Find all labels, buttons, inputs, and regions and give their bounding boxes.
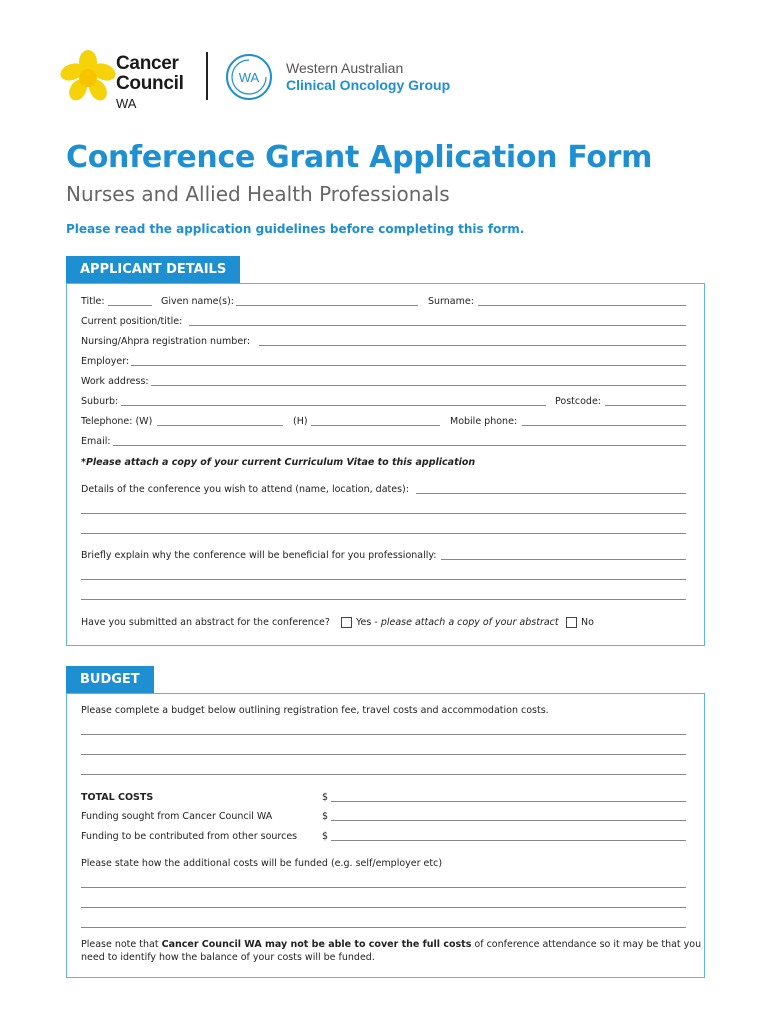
logo-divider — [206, 52, 208, 100]
funding-cc-label: Funding sought from Cancer Council WA — [81, 811, 273, 822]
conference-details-line[interactable] — [81, 533, 686, 534]
funding-other-label: Funding to be contributed from other sources — [81, 831, 298, 842]
wacog-wordmark — [286, 60, 450, 94]
org-line2: Clinical Oncology Group — [286, 77, 451, 93]
email-field[interactable] — [113, 445, 686, 446]
budget-note — [81, 939, 701, 950]
abstract-yes-checkbox[interactable] — [341, 617, 352, 628]
note-prefix: Please note that — [81, 939, 162, 950]
org-line1: Western Australian — [286, 60, 404, 76]
total-costs-label: TOTAL COSTS — [81, 792, 154, 803]
benefit-field[interactable] — [441, 559, 686, 560]
additional-costs-line[interactable] — [81, 927, 686, 928]
wacog-logo-icon — [224, 52, 274, 102]
cc-line3: WA — [116, 96, 137, 111]
suburb-field[interactable] — [121, 405, 546, 406]
cv-note: *Please attach a copy of your current Curriculum Vitae to this application — [81, 457, 476, 468]
no-label: No — [581, 617, 594, 628]
postcode-label: Postcode: — [555, 396, 601, 407]
additional-costs-label: Please state how the additional costs will be funded (e.g. self/employer etc) — [81, 858, 443, 869]
cc-line1: Cancer — [116, 53, 179, 74]
mobile-field[interactable] — [522, 425, 686, 426]
additional-costs-line[interactable] — [81, 907, 686, 908]
work-address-field[interactable] — [151, 385, 686, 386]
funding-other-field[interactable] — [331, 840, 686, 841]
surname-field[interactable] — [478, 305, 686, 306]
conference-details-field[interactable] — [416, 493, 686, 494]
budget-line[interactable] — [81, 754, 686, 755]
yes-note: please attach a copy of your abstract — [380, 617, 559, 628]
applicant-details-heading: APPLICANT DETAILS — [66, 256, 240, 283]
position-field[interactable] — [189, 325, 686, 326]
employer-field[interactable] — [131, 365, 686, 366]
funding-cc-field[interactable] — [331, 820, 686, 821]
conference-details-label: Details of the conference you wish to attend (name, location, dates): — [81, 484, 409, 495]
email-label: Email: — [81, 436, 111, 447]
telephone-h-label: (H) — [293, 416, 308, 427]
abstract-question: Have you submitted an abstract for the conference? — [81, 617, 330, 628]
benefit-line[interactable] — [81, 579, 686, 580]
budget-note-line2: need to identify how the balance of your costs will be funded. — [81, 952, 375, 963]
abstract-yes-option — [356, 617, 559, 628]
telephone-w-label: Telephone: (W) — [81, 416, 153, 427]
employer-label: Employer: — [81, 356, 130, 367]
surname-label: Surname: — [428, 296, 474, 307]
budget-line[interactable] — [81, 734, 686, 735]
guidelines-notice: Please read the application guidelines before completing this form. — [66, 222, 525, 236]
total-costs-field[interactable] — [331, 801, 686, 802]
title-label: Title: — [81, 296, 105, 307]
wa-badge-text: WA — [238, 70, 260, 85]
benefit-line[interactable] — [81, 599, 686, 600]
benefit-label: Briefly explain why the conference will be beneficial for you professionally: — [81, 550, 437, 561]
given-name-field[interactable] — [236, 305, 418, 306]
total-currency: $ — [322, 792, 329, 803]
registration-field[interactable] — [259, 345, 686, 346]
page-title: Conference Grant Application Form — [66, 140, 653, 175]
suburb-label: Suburb: — [81, 396, 119, 407]
budget-line[interactable] — [81, 774, 686, 775]
given-name-label: Given name(s): — [161, 296, 235, 307]
funding-other-currency: $ — [322, 831, 329, 842]
note-bold: Cancer Council WA may not be able to cover the full costs — [161, 939, 472, 950]
work-address-label: Work address: — [81, 376, 149, 387]
daffodil-logo-icon — [58, 50, 118, 102]
budget-intro: Please complete a budget below outlining registration fee, travel costs and accommodation costs. — [81, 705, 549, 716]
budget-heading: BUDGET — [66, 666, 154, 693]
abstract-no-checkbox[interactable] — [566, 617, 577, 628]
cc-line2: Council — [116, 73, 184, 94]
telephone-w-field[interactable] — [157, 425, 283, 426]
page-subtitle: Nurses and Allied Health Professionals — [66, 182, 450, 206]
registration-label: Nursing/Ahpra registration number: — [81, 336, 251, 347]
additional-costs-line[interactable] — [81, 887, 686, 888]
funding-cc-currency: $ — [322, 811, 329, 822]
mobile-label: Mobile phone: — [450, 416, 518, 427]
title-field[interactable] — [108, 305, 152, 306]
position-label: Current position/title: — [81, 316, 183, 327]
conference-details-line[interactable] — [81, 513, 686, 514]
note-suffix: of conference attendance so it may be that you — [471, 939, 702, 950]
postcode-field[interactable] — [605, 405, 686, 406]
yes-label: Yes - — [356, 617, 381, 628]
telephone-h-field[interactable] — [311, 425, 440, 426]
cancer-council-wordmark — [116, 54, 184, 112]
